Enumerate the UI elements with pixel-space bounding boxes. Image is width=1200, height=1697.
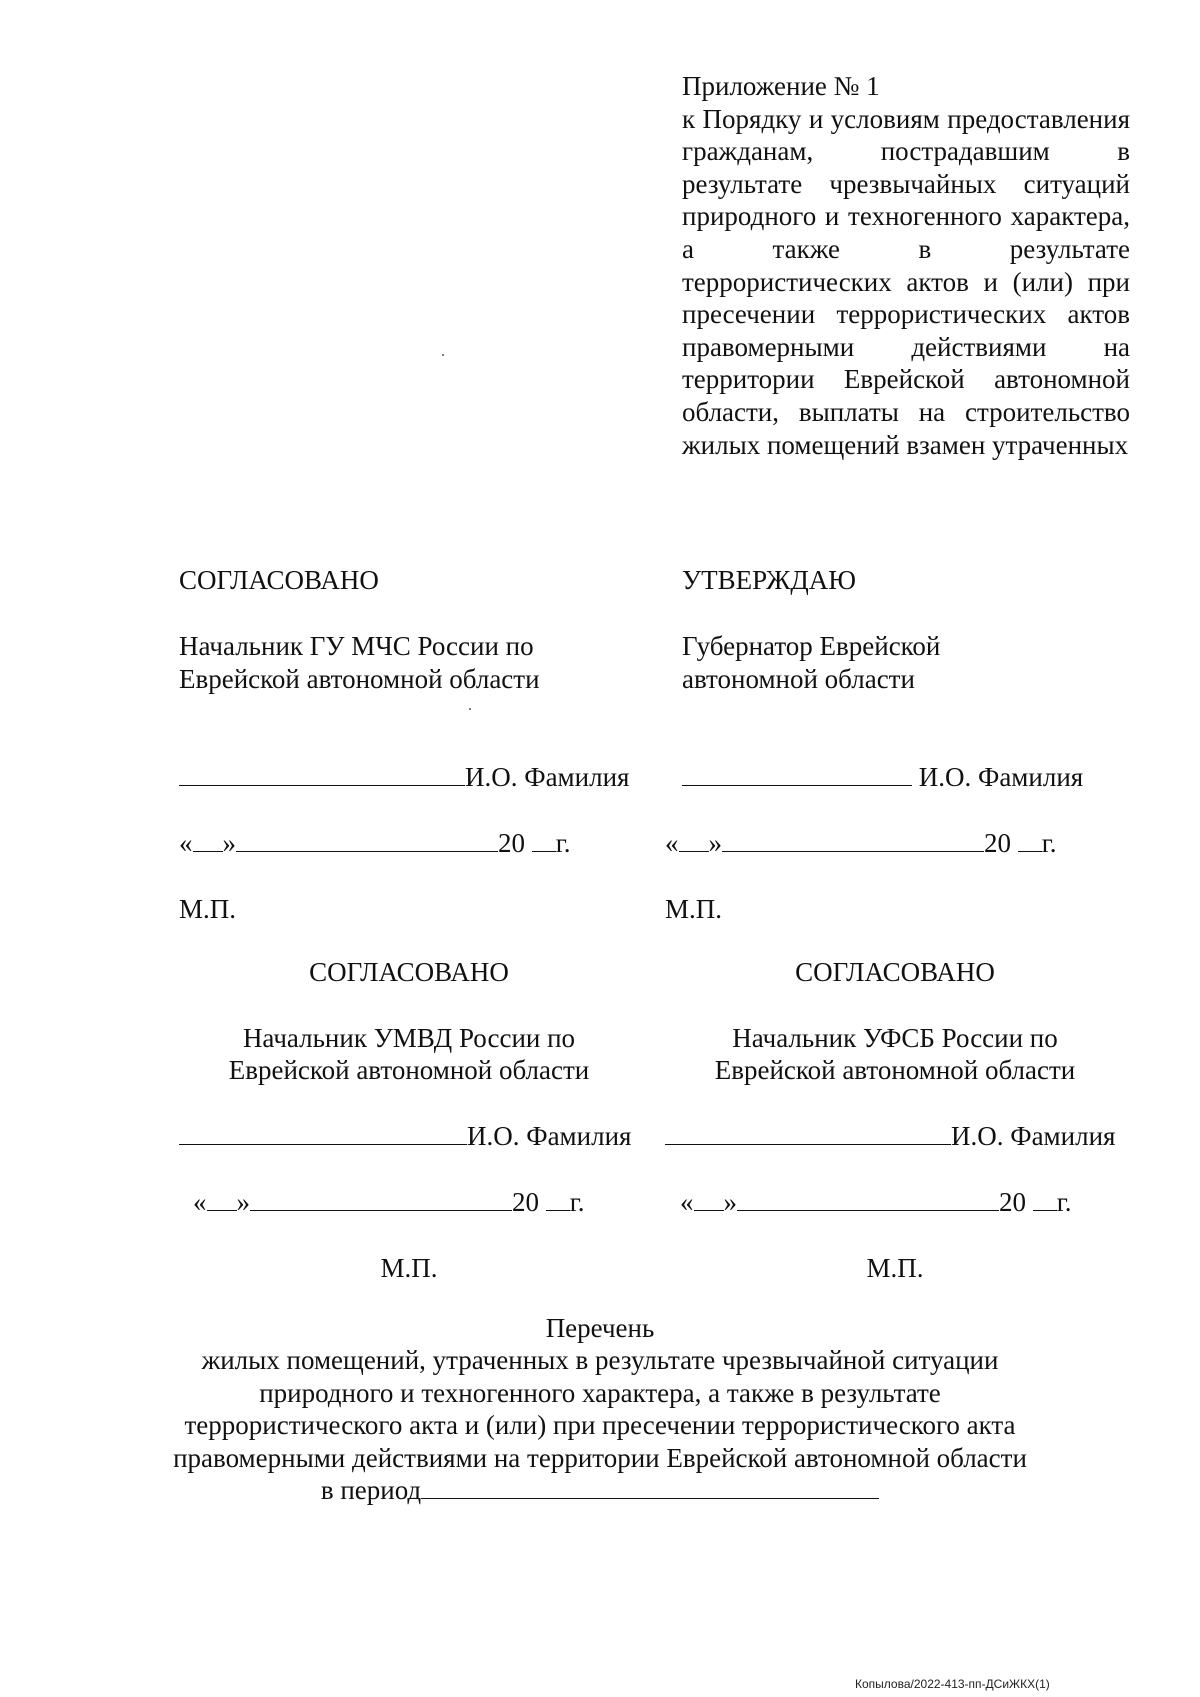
year-suffix: г. <box>569 1187 585 1217</box>
document-reference: Копылова/2022-413-пп-ДСиЖКХ(1) <box>855 1677 1050 1691</box>
signer-name: И.О. Фамилия <box>918 762 1084 792</box>
quote-open: « <box>193 1187 207 1217</box>
approval-ufsb-signature-line <box>665 1120 1115 1152</box>
year-prefix: 20 <box>984 828 1011 858</box>
quote-close: » <box>236 1187 250 1217</box>
list-title: Перечень <box>545 1313 655 1343</box>
approval-umvd-date-line <box>193 1186 585 1218</box>
approval-ufsb-date-line <box>680 1186 1072 1218</box>
year-suffix: г. <box>555 828 571 858</box>
quote-open: « <box>179 828 193 858</box>
approval-left-seal: М.П. <box>179 894 237 924</box>
quote-close: » <box>723 1187 737 1217</box>
approval-ufsb-position-1: Начальник УФСБ России по <box>732 1023 1058 1053</box>
approval-ufsb-heading: СОГЛАСОВАНО <box>795 957 995 987</box>
signer-name: И.О. Фамилия <box>465 762 630 792</box>
year-prefix: 20 <box>512 1187 539 1217</box>
approval-right-signature-line <box>682 761 1083 793</box>
approval-umvd-seal: М.П. <box>380 1253 438 1283</box>
approval-right-position-2: автономной области <box>682 664 915 694</box>
year-prefix: 20 <box>999 1187 1026 1217</box>
approval-left-date-line <box>179 827 571 859</box>
list-period-line <box>150 1474 1050 1506</box>
approval-left-position-1: Начальник ГУ МЧС России по <box>179 631 534 661</box>
approval-umvd-heading: СОГЛАСОВАНО <box>309 957 509 987</box>
quote-open: « <box>680 1187 694 1217</box>
approval-ufsb-seal: М.П. <box>866 1253 924 1283</box>
approval-right-date-line <box>665 827 1057 859</box>
approval-umvd-signature-line <box>179 1120 631 1152</box>
signature-blank <box>665 1120 951 1145</box>
day-blank <box>207 1186 237 1211</box>
signature-blank <box>682 761 912 786</box>
list-title-block <box>150 1312 1050 1506</box>
year-blank <box>1018 827 1042 852</box>
quote-close: » <box>708 828 722 858</box>
approval-ufsb-position-2: Еврейской автономной области <box>714 1055 1076 1085</box>
scan-speck <box>442 354 444 356</box>
approval-right-position-1: Губернатор Еврейской <box>682 631 941 661</box>
year-prefix: 20 <box>498 828 525 858</box>
signer-name: И.О. Фамилия <box>467 1121 632 1151</box>
month-blank <box>236 827 498 852</box>
quote-close: » <box>222 828 236 858</box>
year-suffix: г. <box>1056 1187 1072 1217</box>
list-title-line: террористического акта и (или) при пресечении террористического акта <box>184 1410 1016 1441</box>
scan-speck <box>469 708 471 710</box>
year-blank <box>532 827 556 852</box>
approval-right-heading: УТВЕРЖДАЮ <box>682 565 857 595</box>
approval-left-signature-line <box>179 761 629 793</box>
month-blank <box>250 1186 512 1211</box>
year-blank <box>546 1186 570 1211</box>
appendix-title: Приложение № 1 <box>682 71 880 101</box>
list-title-line: природного и техногенного характера, а также в результате <box>259 1377 941 1408</box>
signature-blank <box>179 761 465 786</box>
approval-right-seal: М.П. <box>665 894 723 924</box>
day-blank <box>193 827 223 852</box>
period-blank <box>421 1474 879 1499</box>
quote-open: « <box>665 828 679 858</box>
year-blank <box>1033 1186 1057 1211</box>
month-blank <box>722 827 984 852</box>
month-blank <box>737 1186 999 1211</box>
signature-blank <box>179 1120 467 1145</box>
day-blank <box>679 827 709 852</box>
approval-umvd-position-1: Начальник УМВД России по <box>242 1023 576 1053</box>
appendix-block <box>682 70 1130 461</box>
signer-name: И.О. Фамилия <box>951 1121 1116 1151</box>
appendix-text: к Порядку и условиям предоставления гражданам, пострадавшим в результате чрезвычайных ситуаций природного и техногенного характера, а также в результате террористических актов и (или) при пресечении террористических актов правомерными действиями на территории Еврейской автономной области, выплаты на строительство жилых помещений взамен утраченных <box>682 103 1130 460</box>
approval-left-position-2: Еврейской автономной области <box>179 664 540 694</box>
year-suffix: г. <box>1041 828 1057 858</box>
list-title-line: жилых помещений, утраченных в результате чрезвычайной ситуации <box>201 1345 999 1376</box>
approval-umvd-position-2: Еврейской автономной области <box>228 1055 590 1085</box>
period-label: в период <box>320 1475 422 1506</box>
day-blank <box>694 1186 724 1211</box>
approval-left-heading: СОГЛАСОВАНО <box>179 565 379 595</box>
list-title-line: правомерными действиями на территории Еврейской автономной области <box>173 1442 1027 1473</box>
